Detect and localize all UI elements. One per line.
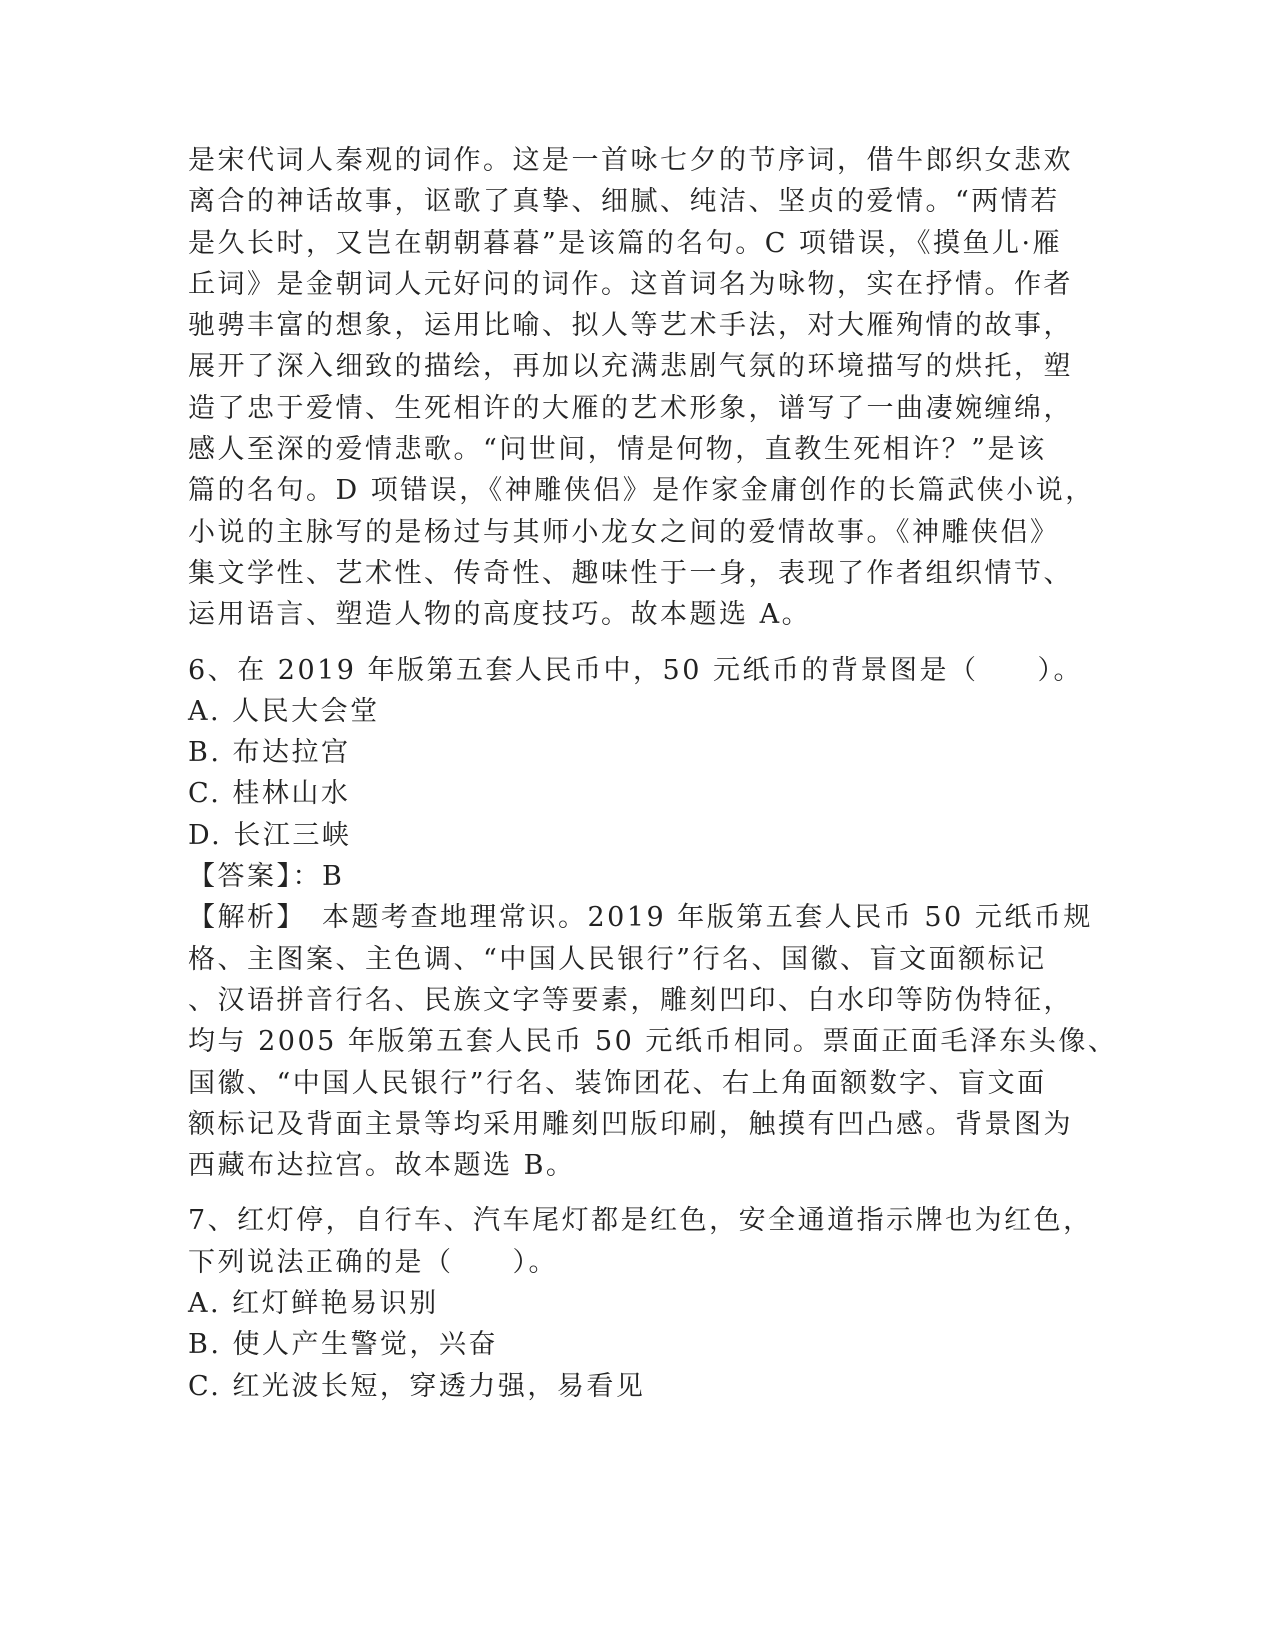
question-7-option-b: B. 使人产生警觉，兴奋 [188, 1329, 499, 1361]
document-page [188, 140, 1118, 1407]
question-7-option-a: A. 红灯鲜艳易识别 [188, 1288, 439, 1320]
question-6-explanation-line: 额标记及背面主景等均采用雕刻凹版印刷，触摸有凹凸感。背景图为 [188, 1108, 1073, 1140]
question-7-title-line: 下列说法正确的是（ ）。 [188, 1246, 558, 1278]
explanation-line: 丘词》是金朝词人元好问的词作。这首词名为咏物，实在抒情。作者 [188, 268, 1073, 300]
question-7 [188, 1200, 1093, 1406]
explanation-line: 篇的名句。D 项错误，《神雕侠侣》是作家金庸创作的长篇武侠小说， [188, 475, 1095, 507]
explanation-line: 造了忠于爱情、生死相许的大雁的艺术形象，谱写了一曲凄婉缠绵， [188, 392, 1073, 424]
explanation-line: 展开了深入细致的描绘，再加以充满悲剧气氛的环境描写的烘托，塑 [188, 351, 1073, 383]
question-6-explanation-line: 均与 2005 年版第五套人民币 50 元纸币相同。票面正面毛泽东头像、 [188, 1026, 1118, 1058]
question-7-option-c: C. 红光波长短，穿透力强，易看见 [188, 1370, 646, 1402]
explanation-line: 离合的神话故事，讴歌了真挚、细腻、纯洁、坚贞的爱情。“两情若 [188, 186, 1060, 218]
explanation-line: 感人至深的爱情悲歌。“问世间，情是何物，直教生死相许？”是该 [188, 434, 1047, 466]
section-gap [188, 1186, 1088, 1200]
section-gap [188, 636, 1088, 650]
question-6-explanation-line: 【解析】 本题考查地理常识。2019 年版第五套人民币 50 元纸币规 [188, 902, 1093, 934]
question-6-explanation-line: 国徽、“中国人民银行”行名、装饰团花、右上角面额数字、盲文面 [188, 1067, 1047, 1099]
question-6-explanation-line: 西藏布达拉宫。故本题选 B。 [188, 1150, 576, 1182]
question-6-answer: 【答案】：B [188, 861, 345, 893]
question-6-explanation-line: 格、主图案、主色调、“中国人民银行”行名、国徽、盲文面额标记 [188, 943, 1047, 975]
explanation-line: 小说的主脉写的是杨过与其师小龙女之间的爱情故事。《神雕侠侣》 [188, 516, 1060, 548]
question-7-title-line: 7、红灯停，自行车、汽车尾灯都是红色，安全通道指示牌也为红色， [188, 1205, 1093, 1237]
question-6 [188, 650, 1118, 1187]
question-6-title: 6、在 2019 年版第五套人民币中，50 元纸币的背景图是（ ）。 [188, 654, 1083, 686]
question-6-option-c: C. 桂林山水 [188, 778, 351, 810]
question-6-option-a: A. 人民大会堂 [188, 695, 380, 727]
question-6-explanation-line: 、汉语拼音行名、民族文字等要素，雕刻凹印、白水印等防伪特征， [188, 984, 1073, 1016]
explanation-line: 运用语言、塑造人物的高度技巧。故本题选 A。 [188, 599, 812, 631]
explanation-line: 是宋代词人秦观的词作。这是一首咏七夕的节序词，借牛郎织女悲欢 [188, 145, 1073, 176]
explanation-line: 驰骋丰富的想象，运用比喻、拟人等艺术手法，对大雁殉情的故事， [188, 310, 1073, 342]
question-6-option-d: D. 长江三峡 [188, 819, 352, 851]
prev-explanation [188, 140, 1095, 636]
explanation-line: 是久长时，又岂在朝朝暮暮”是该篇的名句。C 项错误，《摸鱼儿·雁 [188, 227, 1063, 259]
question-6-option-b: B. 布达拉宫 [188, 737, 351, 769]
explanation-line: 集文学性、艺术性、传奇性、趣味性于一身，表现了作者组织情节、 [188, 557, 1073, 589]
